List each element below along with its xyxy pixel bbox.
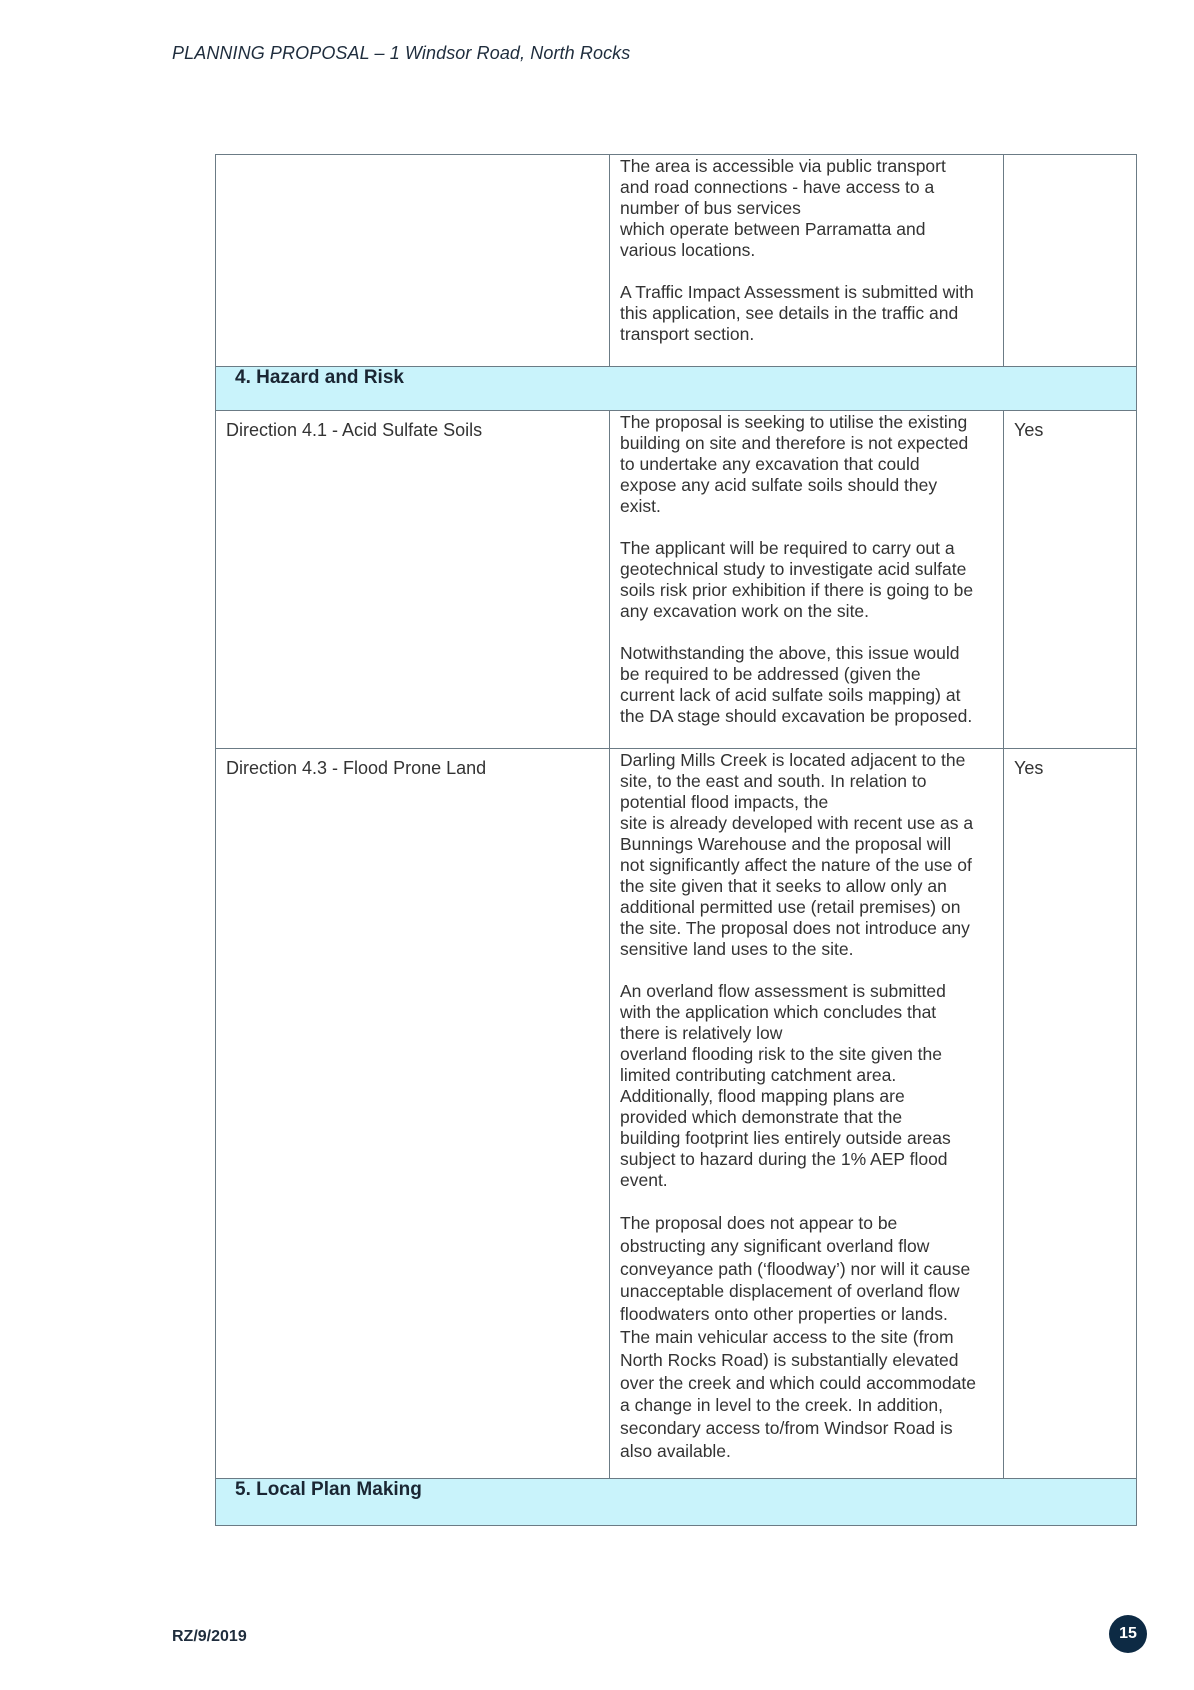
direction-cell [216, 155, 610, 367]
assessment-paragraph: An overland flow assessment is submitted with the application which concludes that there is relatively low overland flooding risk to the site given the limited contributing catchment area. Additionally, flood mapping plans are provided which demonstrate that the building footprint lies entirely outside areas subject to hazard during the 1% AEP flood event. [620, 981, 951, 1190]
section-title: 4. Hazard and Risk [235, 367, 404, 388]
direction-label: Direction 4.1 - Acid Sulfate Soils [226, 420, 483, 440]
document-reference: RZ/9/2019 [172, 1628, 247, 1645]
page-number-badge: 15 [1109, 1615, 1147, 1653]
assessment-paragraph: The area is accessible via public transport and road connections - have access to a number of bus services which operate between Parramatta and various locations. [620, 156, 946, 260]
table-row-direction-4-1 [216, 411, 1137, 749]
consistency-table [215, 154, 1137, 1526]
consistency-value: Yes [1014, 758, 1044, 778]
table-row-continued [216, 155, 1137, 367]
direction-cell [216, 749, 610, 1479]
section-header-cell [216, 367, 1137, 411]
assessment-cell [610, 411, 1004, 749]
section-header-row [216, 1479, 1137, 1526]
section-header-cell [216, 1479, 1137, 1526]
section-title: 5. Local Plan Making [235, 1479, 422, 1500]
assessment-paragraph: The proposal does not appear to be obstructing any significant overland flow conveyance path (‘floodway’) nor will it cause unacceptable displacement of overland flow floodwaters onto other properties or lands. The main vehicular access to the site (from North Rocks Road) is substantially elevated over the creek and which could accommodate a change in level to the creek. In addition, secondary access to/from Windsor Road is also available. [620, 1213, 977, 1461]
direction-label: Direction 4.3 - Flood Prone Land [226, 758, 487, 778]
assessment-paragraph: A Traffic Impact Assessment is submitted with this application, see details in the traffic and transport section. [620, 282, 974, 344]
page-header-title: PLANNING PROPOSAL – 1 Windsor Road, North Rocks [172, 43, 631, 63]
assessment-paragraph: Darling Mills Creek is located adjacent to the site, to the east and south. In relation to potential flood impacts, the site is already developed with recent use as a Bunnings Warehouse and the proposal will not significantly affect the nature of the use of the site given that it seeks to allow only an additional permitted use (retail premises) on the site. The proposal does not introduce any sensitive land uses to the site. [620, 750, 974, 959]
section-header-row [216, 367, 1137, 411]
consistency-value: Yes [1014, 420, 1044, 440]
consistency-cell [1004, 749, 1137, 1479]
assessment-paragraph: Notwithstanding the above, this issue would be required to be addressed (given the current lack of acid sulfate soils mapping) at the DA stage should excavation be proposed. [620, 643, 973, 726]
table-row-direction-4-3 [216, 749, 1137, 1479]
consistency-cell [1004, 411, 1137, 749]
assessment-paragraph: The proposal is seeking to utilise the existing building on site and therefore is not expected to undertake any excavation that could expose any acid sulfate soils should they exist. [620, 412, 969, 516]
assessment-cell [610, 155, 1004, 367]
assessment-cell [610, 749, 1004, 1479]
direction-cell [216, 411, 610, 749]
consistency-cell [1004, 155, 1137, 367]
assessment-paragraph: The applicant will be required to carry out a geotechnical study to investigate acid sulfate soils risk prior exhibition if there is going to be any excavation work on the site. [620, 538, 974, 621]
